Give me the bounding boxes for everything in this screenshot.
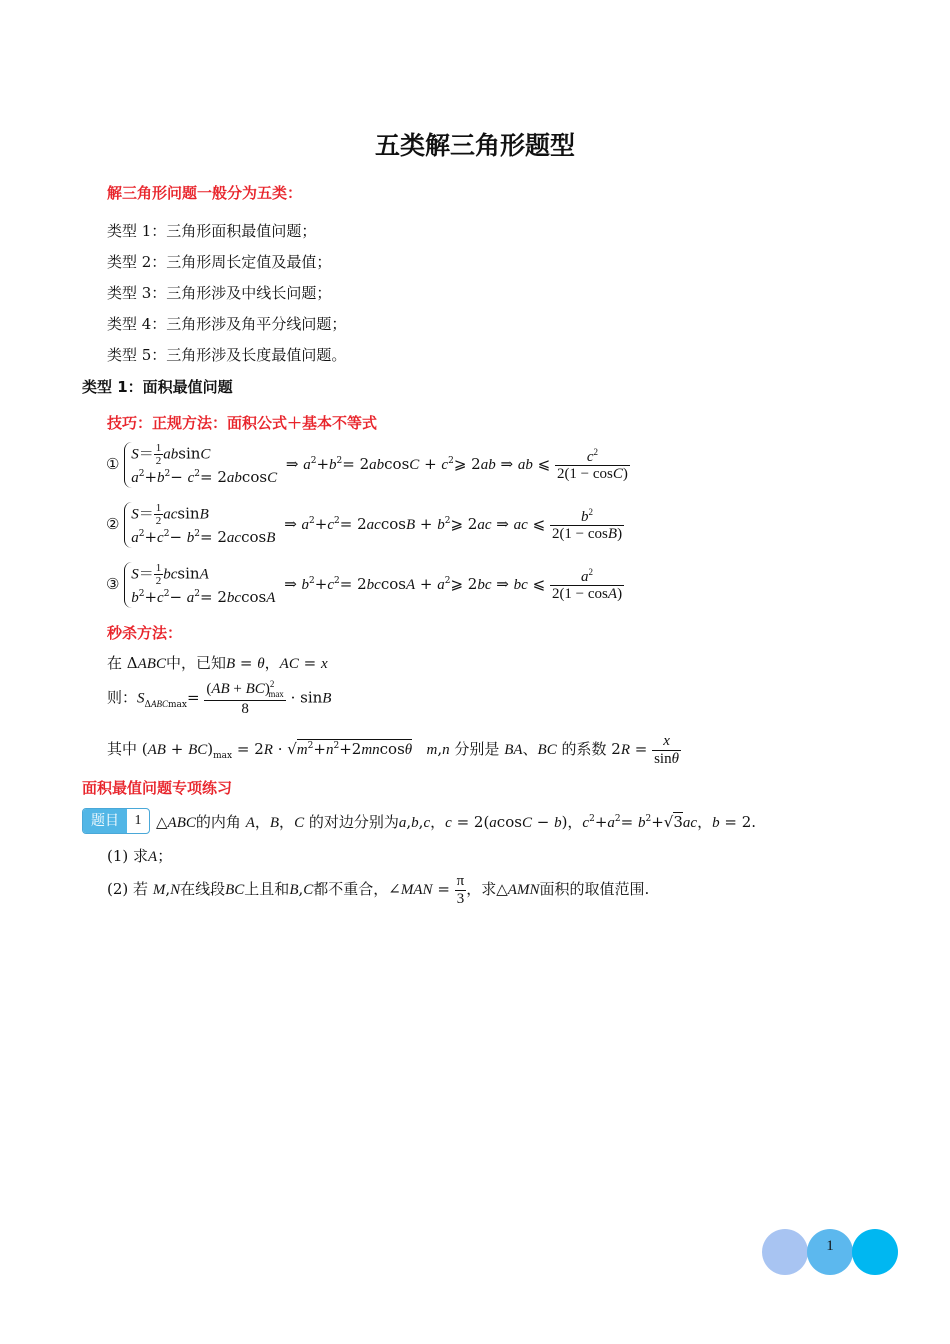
quick-method-heading: 秒杀方法： [107, 624, 183, 642]
type-item-5: 类型 5：三角形涉及长度最值问题。 [107, 346, 347, 364]
type-item-2: 类型 2：三角形周长定值及最值； [107, 253, 332, 271]
part2-text-b: 在线段 [180, 880, 226, 898]
problem-part-2: (2) 若 M,N在线段BC上且和B,C都不重合，∠MAN = $\frac{\pi}{3}$ ，求△AMN面积的取值范围. [107, 873, 650, 907]
given-mid: 中，已知 [165, 654, 226, 672]
page-title: 五类解三角形题型 [374, 131, 575, 160]
given-line: 在 ΔABC中，已知B = θ，AC = x [107, 654, 328, 672]
mn-text: 分别是 [454, 740, 500, 758]
badge-label: 题目 [83, 809, 127, 833]
given-prefix: 在 [107, 654, 123, 672]
page-deco-circle-1 [762, 1229, 808, 1275]
formula-3: ③ S＝ $\frac{1}{2}$ bcsinA $b^2+c^2- a^2= 2bccosA$ ⇒ $b^2+c^2= 2bccosA$ + $a^2⩾$ 2bc ⇒ bc ⩽ $\frac{a^2}{2(1 - \cos A)}$ [106, 562, 624, 608]
formula-1: ① S＝ $\frac{1}{2}$ absinC $a^2+b^2- c^2= 2abcosC$ ⇒ $a^2+b^2= 2abcosC$ + $c^2⩾$ 2ab ⇒ ab ⩽ $\frac{c^2}{2(1 - \cos C)}$ [106, 442, 630, 488]
stem-text-1: 的内角 [195, 813, 241, 831]
page-number: 1 [826, 1238, 834, 1254]
badge-number: 1 [134, 813, 142, 828]
page-deco-circle-3 [852, 1229, 898, 1275]
type-item-4: 类型 4：三角形涉及角平分线问题； [107, 315, 347, 333]
part2-text-a: (2) 若 [107, 880, 149, 898]
then-label: 则： [107, 688, 138, 707]
part2-text-f: 面积的取值范围. [539, 880, 650, 898]
problem-stem: △ABC的内角 A，B，C 的对边分别为a,b,c，c = 2(acosC − b)，$c^2+a^2= b^2+√3ac$，b = 2. [156, 813, 757, 831]
stem-text-2: 的对边分别为 [308, 813, 399, 831]
part2-text-d: 都不重合， [313, 880, 389, 898]
coef-text: 的系数 [561, 740, 607, 758]
part2-text-e: ，求 [466, 880, 497, 898]
problem-part-1: (1) 求A； [107, 847, 173, 865]
intro-heading: 解三角形问题一般分为五类： [107, 184, 303, 202]
problem-badge [82, 808, 150, 834]
section-heading-type1: 类型 1：面积最值问题 [82, 378, 233, 396]
technique-heading: 技巧：正规方法：面积公式＋基本不等式 [107, 414, 378, 432]
type-item-1: 类型 1：三角形面积最值问题； [107, 222, 317, 240]
practice-heading: 面积最值问题专项练习 [82, 779, 233, 797]
formula-2: ② S＝ $\frac{1}{2}$ acsinB $a^2+c^2- b^2= 2accosB$ ⇒ $a^2+c^2= 2accosB$ + $b^2⩾$ 2ac ⇒ ac ⩽ $\frac{b^2}{2(1 - \cos B)}$ [106, 502, 624, 548]
where-label: 其中 [107, 740, 138, 758]
then-formula: 则：$S_{\Delta ABCmax}=$ $\frac{(AB + BC)^2_{max}}{8}$ · sinB [107, 679, 332, 717]
part1-text: (1) 求 [107, 847, 149, 865]
where-formula: 其中 $(AB + BC)_{max} = 2R \cdot √m^2+n^2+2mncos\theta$ m,n 分别是 BA、BC 的系数 2R = $\frac{x}{\sin\theta}$ [107, 733, 679, 767]
type-item-3: 类型 3：三角形涉及中线长问题； [107, 284, 332, 302]
part2-text-c: 上且和 [244, 880, 290, 898]
